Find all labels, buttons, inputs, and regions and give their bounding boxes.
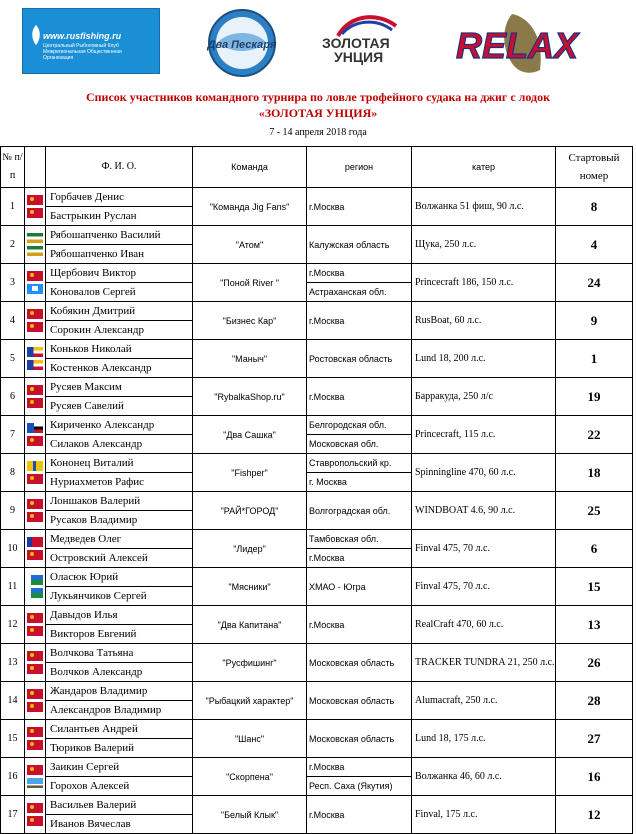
header-name: Ф. И. О. [46,147,193,188]
team-name: "Лидер" [193,530,307,568]
start-number: 4 [556,226,633,264]
region-flags [25,758,46,796]
region [307,454,412,492]
start-number: 9 [556,302,633,340]
participant-name: Жандаров Владимир [50,685,148,697]
table-row [1,416,633,454]
flag-red-icon [27,512,43,522]
region [307,720,412,758]
team-name: "Рыбацкий характер" [193,682,307,720]
boat: Spinningline 470, 60 л.с. [412,454,556,492]
page-title: Список участников командного турнира по ловле трофейного судака на джиг с лодок [85,90,551,104]
participant-name: Островский Алексей [46,548,192,567]
participant-names [46,454,193,492]
table-row [1,758,633,796]
region-name: Астраханская обл. [307,282,411,301]
logo-bar [0,0,636,88]
zolotaya-line1: ЗОЛОТАЯ [322,35,390,51]
start-number: 28 [556,682,633,720]
region-name: г.Москва [309,619,345,630]
table-row [1,530,633,568]
region-name: Тамбовская обл. [309,534,379,544]
header-boat: катер [412,147,556,188]
region-name: Московская область [309,733,395,744]
row-number: 13 [1,644,25,682]
flag-red-icon [27,385,43,395]
participant-names [46,340,193,378]
region-name: Московская область [309,657,395,668]
team-name: "Мясники" [193,568,307,606]
region-name: г.Москва [307,548,411,567]
start-number: 22 [556,416,633,454]
start-number: 15 [556,568,633,606]
flag-stav-icon [27,461,43,471]
participant-names [46,378,193,416]
participant-name: Викторов Евгений [46,624,192,643]
participant-name: Медведев Олег [50,533,122,545]
boat: Princecraft 186, 150 л.с. [412,264,556,302]
region-name: г.Москва [309,268,345,278]
start-number: 6 [556,530,633,568]
boat: Барракуда, 250 л/с [412,378,556,416]
region [307,416,412,454]
region [307,796,412,834]
region-name: г.Москва [309,391,345,402]
dva-name: Два Пескаря [207,39,277,51]
region-flags [25,416,46,454]
region [307,568,412,606]
participant-name: Заикин Сергей [50,761,120,773]
start-number: 25 [556,492,633,530]
flag-red-icon [27,195,43,205]
header-team: Команда [193,147,307,188]
region-name: г.Москва [309,809,345,820]
row-number: 5 [1,340,25,378]
region-flags [25,264,46,302]
flag-red-icon [27,740,43,750]
flag-red-icon [27,664,43,674]
start-number: 13 [556,606,633,644]
region-name: г. Москва [307,472,411,491]
region [307,530,412,568]
participant-name: Лоншаков Валерий [50,495,141,507]
participant-names [46,226,193,264]
row-number: 2 [1,226,25,264]
table-row [1,264,633,302]
participant-names [46,416,193,454]
flag-red-icon [27,271,43,281]
participant-name: Лукьянчиков Сергей [46,586,192,605]
table-row [1,340,633,378]
row-number: 12 [1,606,25,644]
team-name: "РАЙ*ГОРОД" [193,492,307,530]
row-number: 10 [1,530,25,568]
region-flags [25,530,46,568]
participant-names [46,530,193,568]
flag-red-icon [27,626,43,636]
participant-name: Силаков Александр [46,434,192,453]
zolotaya-line2: УНЦИЯ [334,49,384,65]
tournament-name: «ЗОЛОТАЯ УНЦИЯ» [258,106,378,120]
participant-names [46,492,193,530]
region-name: г.Москва [309,762,345,772]
header-start: Стартовый номер [556,147,633,188]
row-number: 11 [1,568,25,606]
region-name: ХМАО - Югра [309,581,366,592]
row-number: 1 [1,188,25,226]
region [307,226,412,264]
flag-astra-icon [27,284,43,294]
region [307,682,412,720]
dva-peskarya-logo [206,8,278,78]
flag-red-icon [27,208,43,218]
start-number: 24 [556,264,633,302]
start-number: 19 [556,378,633,416]
region [307,758,412,796]
row-number: 4 [1,302,25,340]
flag-red-icon [27,309,43,319]
table-row [1,644,633,682]
boat: Finval, 175 л.с. [412,796,556,834]
table-row [1,378,633,416]
tournament-dates: 7 - 14 апреля 2018 года [269,127,367,138]
region [307,302,412,340]
boat: Lund 18, 200 л.с. [412,340,556,378]
table-row [1,568,633,606]
team-name: "Бизнес Кар" [193,302,307,340]
flag-red-icon [27,765,43,775]
region-flags [25,568,46,606]
relax-logo [432,10,602,82]
region [307,606,412,644]
participant-names [46,568,193,606]
participant-names [46,606,193,644]
table-row [1,492,633,530]
boat: Волжанка 46, 60 л.с. [412,758,556,796]
fish-icon [29,25,43,45]
region-name: Московская область [309,695,395,706]
header-region: регион [307,147,412,188]
team-name: "Два Сашка" [193,416,307,454]
table-row [1,796,633,834]
flag-belg-icon [27,423,43,433]
table-row [1,720,633,758]
participant-name: Горохов Алексей [46,776,192,795]
boat: Finval 475, 70 л.с. [412,568,556,606]
participant-names [46,682,193,720]
boat: Lund 18, 175 л.с. [412,720,556,758]
row-number: 7 [1,416,25,454]
participant-name: Оласюк Юрий [50,571,119,583]
table-row [1,682,633,720]
row-number: 8 [1,454,25,492]
table-header-row [1,147,633,188]
participant-names [46,720,193,758]
region-name: г.Москва [309,201,345,212]
participant-name: Кононец Виталий [50,457,134,469]
flag-red-icon [27,499,43,509]
participant-name: Кириченко Александр [50,419,155,431]
boat: TRACKER TUNDRA 21, 250 л.с. [412,644,556,682]
participant-name: Давыдов Илья [50,609,118,621]
participant-name: Тюриков Валерий [46,738,192,757]
participant-name: Иванов Вячеслав [46,814,192,833]
flag-yakut-icon [27,778,43,788]
participants-table [0,146,633,834]
boat: Princecraft, 115 л.с. [412,416,556,454]
flag-rostov-icon [27,360,43,370]
participant-name: Бастрыкин Руслан [46,206,192,225]
flag-red-icon [27,702,43,712]
flag-red-icon [27,727,43,737]
participant-name: Васильев Валерий [50,799,137,811]
flag-red-icon [27,322,43,332]
team-name: "Русфишинг" [193,644,307,682]
row-number: 6 [1,378,25,416]
flag-red-icon [27,436,43,446]
participant-name: Волчкова Татьяна [50,647,134,659]
region-name: Ставропольский кр. [309,458,392,468]
start-number: 1 [556,340,633,378]
table-row [1,302,633,340]
region-name: Белгородская обл. [309,420,387,430]
boat: Волжанка 51 фиш, 90 л.с. [412,188,556,226]
region-flags [25,454,46,492]
region-flags [25,796,46,834]
participant-names [46,302,193,340]
row-number: 3 [1,264,25,302]
start-number: 26 [556,644,633,682]
row-number: 16 [1,758,25,796]
region [307,644,412,682]
participant-name: Русяев Савелий [46,396,192,415]
row-number: 9 [1,492,25,530]
table-row [1,454,633,492]
region [307,492,412,530]
row-number: 15 [1,720,25,758]
region-name: Ростовская область [309,353,393,364]
participant-name: Щербович Виктор [50,267,137,279]
participant-name: Рябошапченко Василий [50,229,161,241]
participant-names [46,796,193,834]
participant-name: Русяев Максим [50,381,122,393]
start-number: 16 [556,758,633,796]
participant-names [46,264,193,302]
header-num: № п/п [1,147,25,188]
row-number: 17 [1,796,25,834]
region-name: Респ. Саха (Якутия) [307,776,411,795]
participant-name: Коновалов Сергей [46,282,192,301]
region-flags [25,302,46,340]
start-number: 8 [556,188,633,226]
flag-red-icon [27,550,43,560]
region-flags [25,720,46,758]
region-flags [25,340,46,378]
table-row [1,226,633,264]
region-flags [25,492,46,530]
start-number: 27 [556,720,633,758]
rusfishing-desc: Центральный Рыболовный Клуб Межрегиональная Общественная Организация [43,43,122,61]
flag-rostov-icon [27,347,43,357]
region-flags [25,644,46,682]
flag-kaluga-icon [27,246,43,256]
participant-name: Рябошапченко Иван [46,244,192,263]
region [307,340,412,378]
region-name: Калужская область [309,239,390,250]
flag-hmao-icon [27,575,43,585]
participant-names [46,758,193,796]
boat: RusBoat, 60 л.с. [412,302,556,340]
region-flags [25,188,46,226]
region-name: г.Москва [309,315,345,326]
participant-names [46,644,193,682]
participant-name: Коньков Николай [50,343,132,355]
participant-name: Силантьев Андрей [50,723,138,735]
region [307,264,412,302]
flag-red-icon [27,651,43,661]
participant-name: Русаков Владимир [46,510,192,529]
table-row [1,188,633,226]
team-name: "Поной River " [193,264,307,302]
start-number: 12 [556,796,633,834]
rusfishing-name: www.rusfishing.ru [43,31,122,41]
region [307,378,412,416]
region [307,188,412,226]
boat: Finval 475, 70 л.с. [412,530,556,568]
boat: Alumacraft, 250 л.с. [412,682,556,720]
participant-name: Сорокин Александр [46,320,192,339]
flag-tambov-icon [27,537,43,547]
team-name: "Атом" [193,226,307,264]
flag-red-icon [27,689,43,699]
row-number: 14 [1,682,25,720]
participant-names [46,188,193,226]
team-name: "Скорпена" [193,758,307,796]
region-flags [25,226,46,264]
participant-name: Нуриахметов Рафис [46,472,192,491]
flag-red-icon [27,398,43,408]
participant-name: Костенков Александр [46,358,192,377]
region-name: Волгоградская обл. [309,505,391,516]
team-name: "Команда Jig Fans" [193,188,307,226]
flag-red-icon [27,474,43,484]
relax-name: RELAX [455,25,579,66]
flag-kaluga-icon [27,233,43,243]
flag-hmao-icon [27,588,43,598]
rusfishing-logo [22,8,160,74]
team-name: "Маныч" [193,340,307,378]
table-row [1,606,633,644]
header-flag [25,147,46,188]
team-name: "Fishper" [193,454,307,492]
flag-red-icon [27,803,43,813]
flag-red-icon [27,816,43,826]
region-name: Московская обл. [307,434,411,453]
participant-name: Волчков Александр [46,662,192,681]
team-name: "Шанс" [193,720,307,758]
region-flags [25,378,46,416]
zolotaya-uncia-logo [316,10,408,80]
region-flags [25,606,46,644]
team-name: "Два Капитана" [193,606,307,644]
boat: RealCraft 470, 60 л.с. [412,606,556,644]
participant-name: Кобякин Дмитрий [50,305,136,317]
start-number: 18 [556,454,633,492]
team-name: "RybalkaShop.ru" [193,378,307,416]
boat: WINDBOAT 4.6, 90 л.с. [412,492,556,530]
boat: Щука, 250 л.с. [412,226,556,264]
participant-name: Горбачев Денис [50,191,124,203]
participant-name: Александров Владимир [46,700,192,719]
region-flags [25,682,46,720]
team-name: "Белый Клык" [193,796,307,834]
flag-red-icon [27,613,43,623]
